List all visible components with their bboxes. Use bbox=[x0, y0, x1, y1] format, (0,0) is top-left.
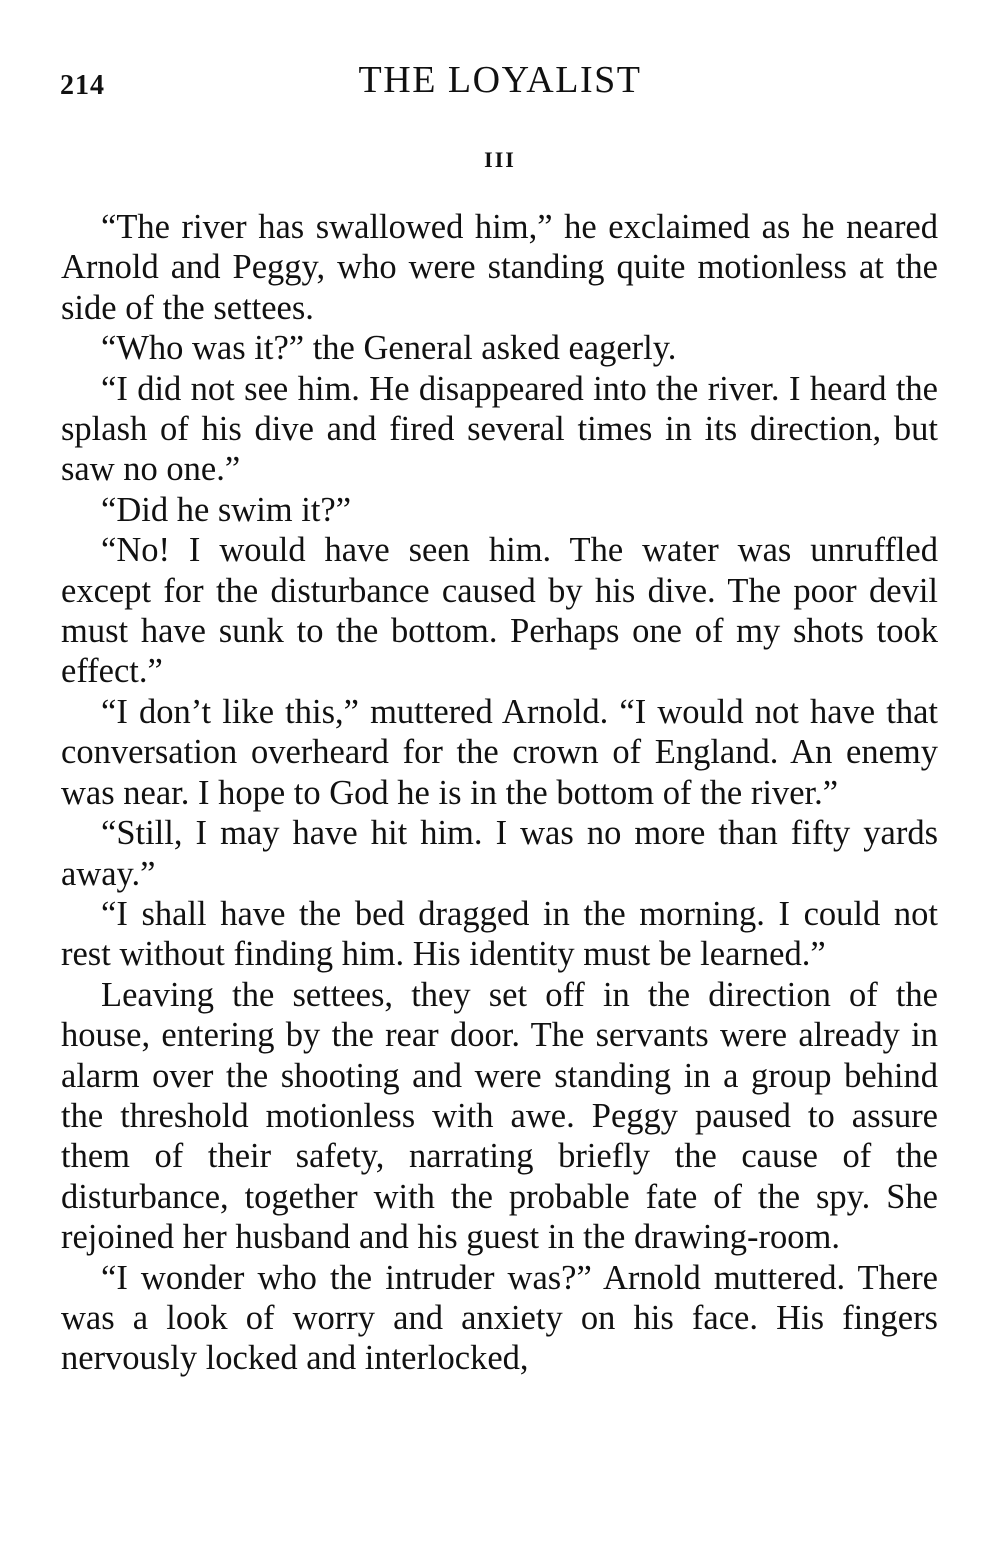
paragraph: “I did not see him. He disappeared into the river. I heard the splash of his dive and fired several times in its direction, but saw no one.” bbox=[61, 369, 938, 489]
paragraph: “Who was it?” the General asked eagerly. bbox=[101, 329, 677, 368]
paragraph: “I wonder who the intruder was?” Arnold muttered. There was a look of worry and anxiety on his face. His fingers nervously locked and interlocked, bbox=[61, 1258, 938, 1378]
page-header bbox=[60, 58, 940, 108]
page-number: 214 bbox=[60, 70, 105, 101]
running-title: THE LOYALIST bbox=[358, 59, 642, 101]
body-text bbox=[61, 207, 938, 1379]
paragraph: “I shall have the bed dragged in the morning. I could not rest without finding him. His identity must be learned.” bbox=[61, 894, 938, 974]
paragraph: Leaving the settees, they set off in the direction of the house, entering by the rear door. The servants were already in alarm over the shooting and were standing in a group behind the threshold motionless with awe. Peggy paused to assure them of their safety, narrating briefly the cause of the disturbance, together with the probable fate of the spy. She rejoined her husband and his guest in the drawing-room. bbox=[61, 975, 938, 1257]
paragraph: “Did he swim it?” bbox=[101, 490, 352, 529]
paragraph: “I don’t like this,” muttered Arnold. “I would not have that conversation overheard for the crown of England. An enemy was near. I hope to God he is in the bottom of the river.” bbox=[61, 692, 938, 812]
paragraph: “No! I would have seen him. The water was unruffled except for the disturbance caused by his dive. The poor devil must have sunk to the bottom. Perhaps one of my shots took effect.” bbox=[61, 531, 938, 691]
section-heading: III bbox=[484, 147, 516, 172]
paragraph: “Still, I may have hit him. I was no more than fifty yards away.” bbox=[61, 814, 938, 893]
paragraph: “The river has swallowed him,” he exclaimed as he neared Arnold and Peggy, who were standing quite motionless at the side of the settees. bbox=[61, 208, 938, 327]
